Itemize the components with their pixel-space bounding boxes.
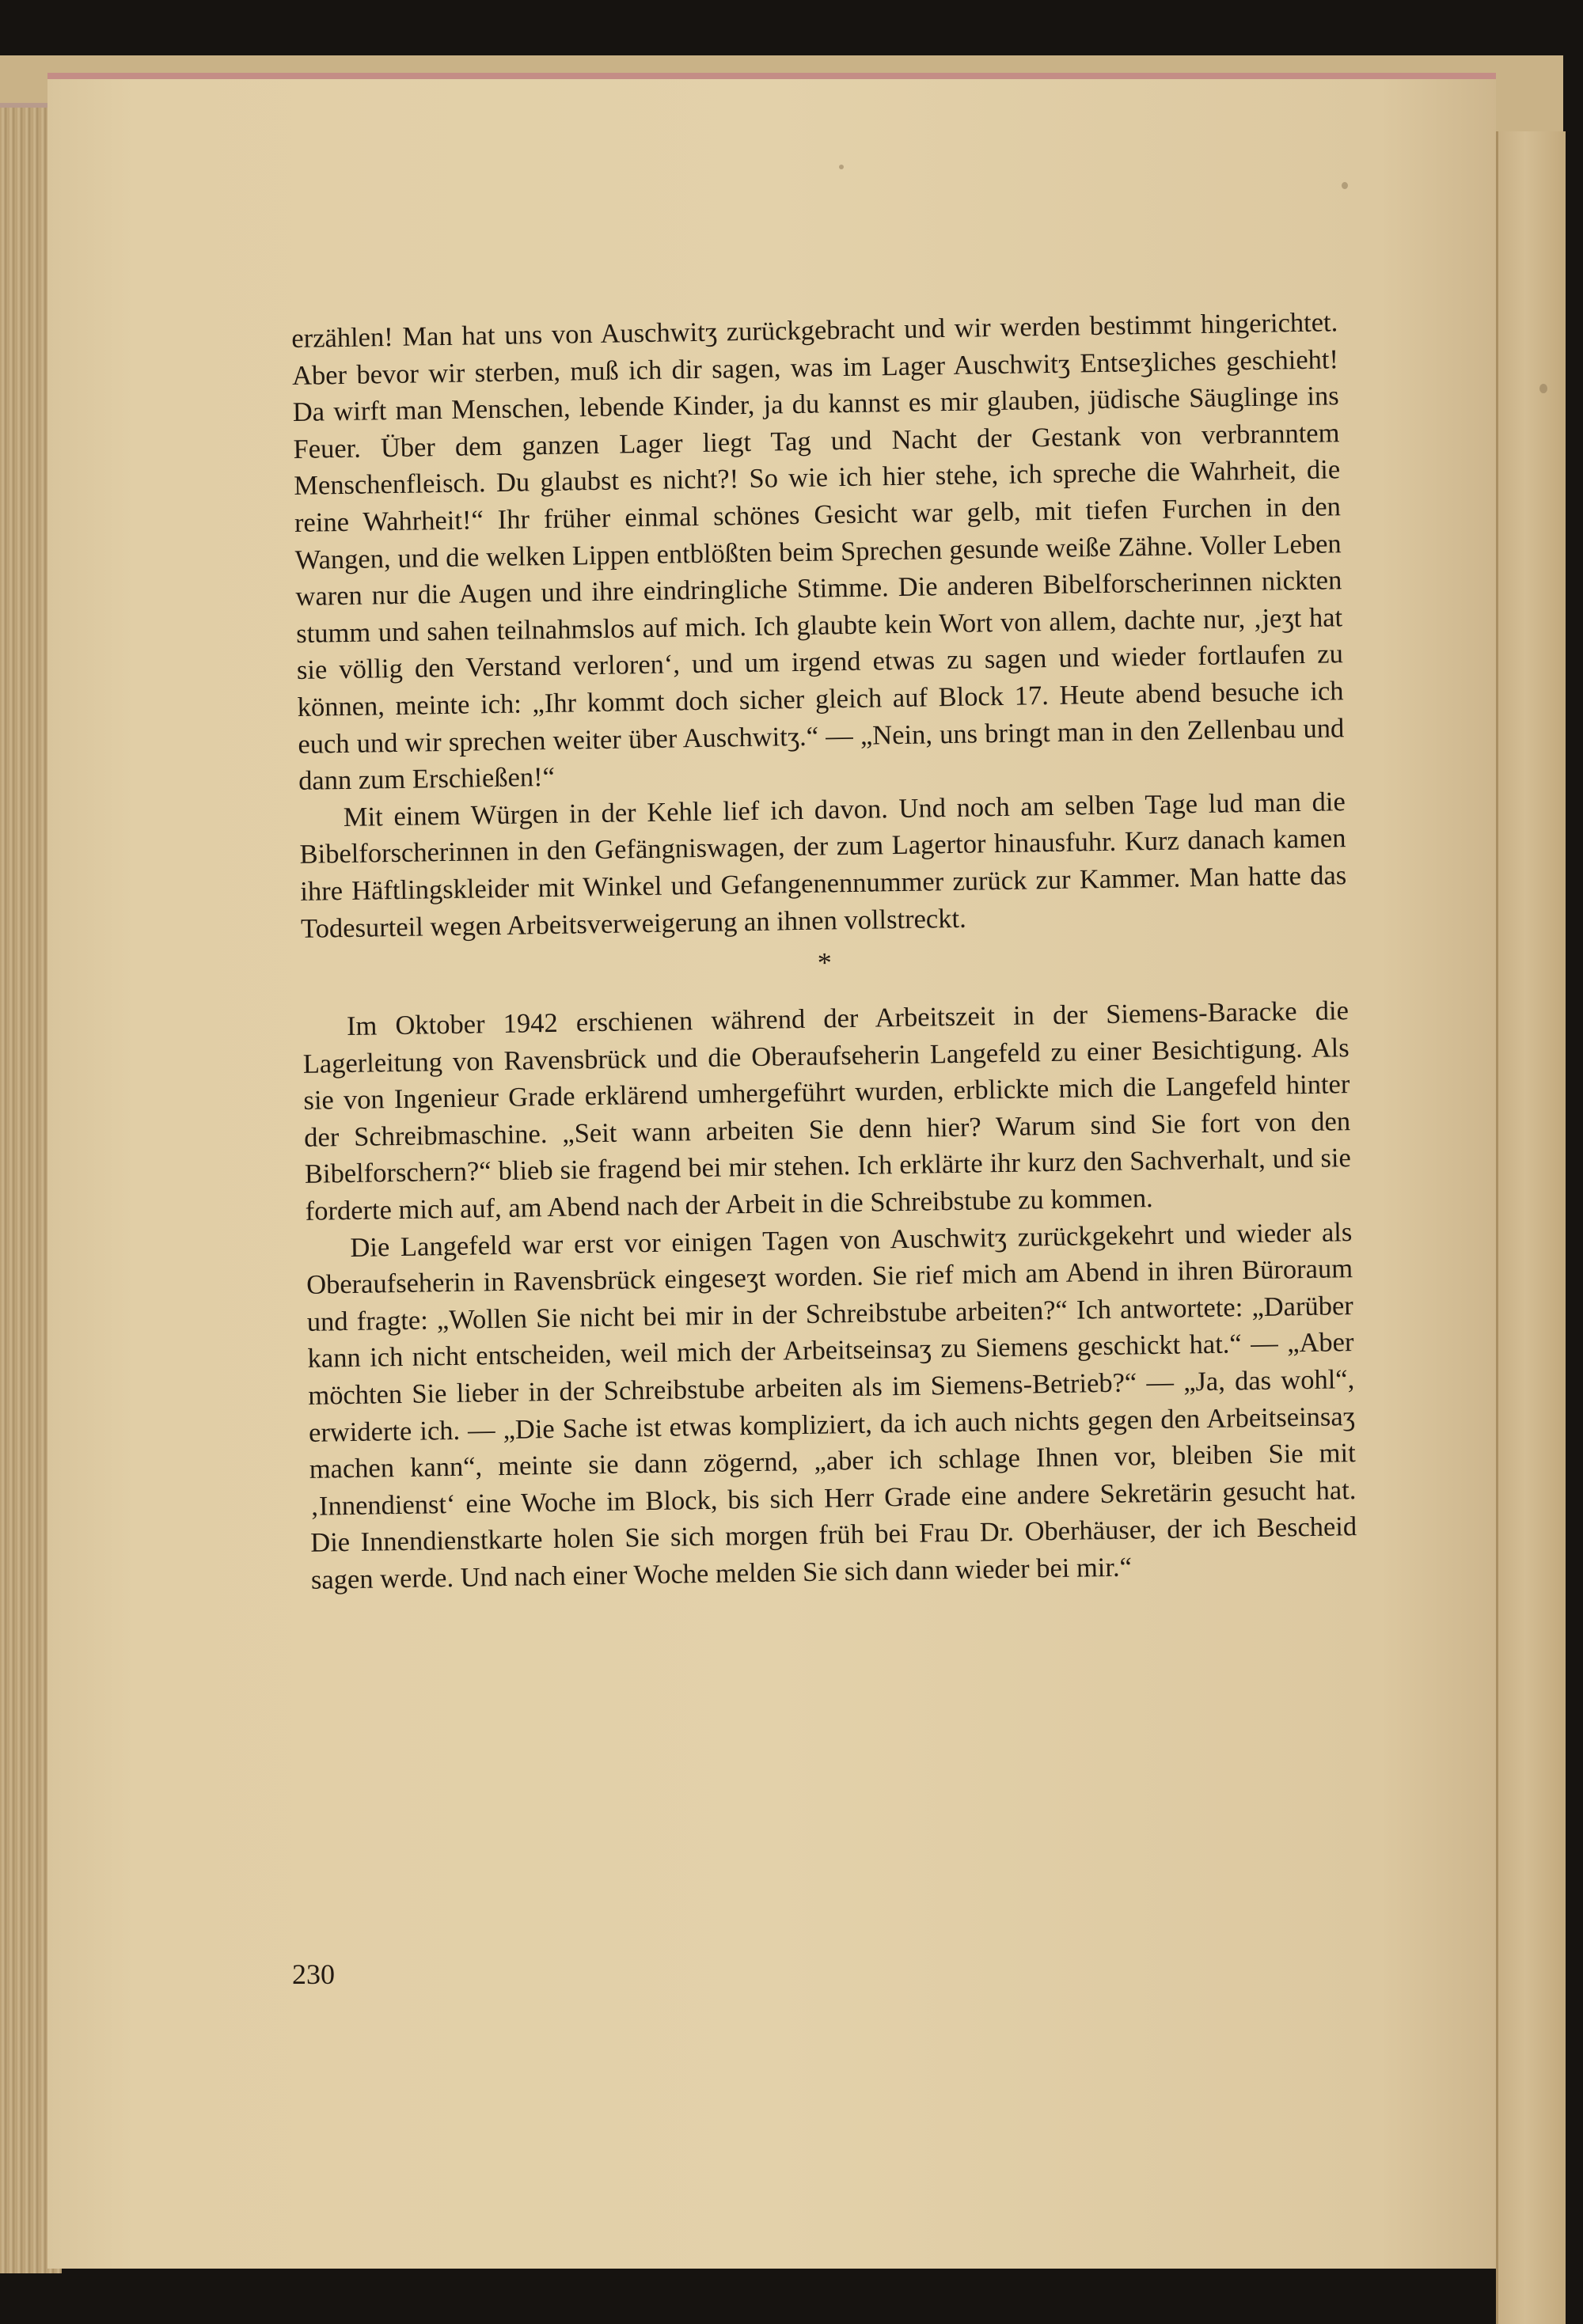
page-number: 230 xyxy=(292,1958,335,1990)
paragraph: Im Oktober 1942 erschienen während der Arbeitszeit in der Siemens-Baracke die Lagerleitung von Ravensbrück und die Oberaufseherin Langefeld zu einer Besichtigung. Als sie von Ingenieur Grade erklärend umhergeführt wurden, erblickte mich die Langefeld hinter der Schreibmaschine. „Seit wann arbeiten Sie denn hier? Warum sind Sie fort von den Bibelforschern?“ blieb sie fragend bei mir stehen. Ich erklärte ihr kurz den Sachverhalt, und sie forderte mich auf, am Abend nach der Arbeit in die Schreibstube zu kommen. xyxy=(302,995,1352,1226)
paragraph: erzählen! Man hat uns von Auschwitʒ zurückgebracht und wir werden bestimmt hingerichtet. Aber bevor wir sterben, muß ich dir sagen, was im Lager Auschwitʒ Entseʒliches geschieht! Da wirft man Menschen, lebende Kinder, ja du kannst es mir glauben, jüdische Säuglinge ins Feuer. Über dem ganzen Lager liegt Tag und Nacht der Gestank von verbranntem Menschenfleisch. Du glaubst es nicht?! So wie ich hier stehe, ich spreche die Wahrheit, die reine Wahrheit!“ Ihr früher einmal schönes Gesicht war gelb, mit tiefen Furchen in den Wangen, und die welken Lippen entblößten beim Sprechen gesunde weiße Zähne. Voller Leben waren nur die Augen und ihre eindringliche Stimme. Die anderen Bibelforscherinnen nickten stumm und sahen teilnahmslos auf mich. Ich glaubte kein Wort von allem, dachte nur, ‚jeʒt hat sie völlig den Verstand verloren‘, und um irgend etwas zu sagen und wieder fortlaufen zu können, meinte ich: „Ihr kommt doch sicher gleich auf Block 17. Heute abend besuche ich euch und wir sprechen weiter über Auschwitʒ.“ — „Nein, uns bringt man in den Zellenbau und dann zum Erschießen!“ xyxy=(291,307,1345,797)
paper-speck xyxy=(1342,182,1348,189)
section-separator: * xyxy=(817,946,833,979)
paragraph: Die Langefeld war erst vor einigen Tagen von Auschwitʒ zurückgekehrt und wieder als Oberaufseherin in Ravensbrück eingeseʒt worden. Sie rief mich am Abend in ihren Büroraum und fragte: „Wollen Sie nicht bei mir in der Schreibstube arbeiten?“ Ich antwortete: „Darüber kann ich nicht entscheiden, weil mich der Arbeitseinsaʒ zu Siemens geschickt hat.“ — „Aber möchten Sie lieber in der Schreibstube arbeiten als im Siemens-Betrieb?“ — „Ja, das wohl“, erwiderte ich. — „Die Sache ist etwas kompliziert, da ich auch nichts gegen den Arbeitseinsaʒ machen kann“, meinte sie dann zögernd, „aber ich schlage Ihnen vor, bleiben Sie mit ‚Innendienst‘ eine Woche im Block, bis sich Herr Grade eine andere Sekretärin gesucht hat. Die Innendienstkarte holen Sie sich morgen früh bei Frau Dr. Oberhäuser, der ich Bescheid sagen werde. Und nach einer Woche melden Sie sich dann wieder bei mir.“ xyxy=(306,1216,1357,1595)
paper-speck xyxy=(839,165,844,169)
paragraph: Mit einem Würgen in der Kehle lief ich davon. Und noch am selben Tage lud man die Bibelforscherinnen in den Gefängniswagen, der zum Lagertor hinausfuhr. Kurz danach kamen ihre Häftlingskleider mit Winkel und Gefangenennummer zurück zur Kammer. Man hatte das Todesurteil wegen Arbeitsverweigerung an ihnen vollstreckt. xyxy=(299,786,1347,944)
body-text xyxy=(291,304,1357,1598)
paper-speck xyxy=(1539,384,1547,393)
right-page-edges xyxy=(1496,131,1566,2324)
